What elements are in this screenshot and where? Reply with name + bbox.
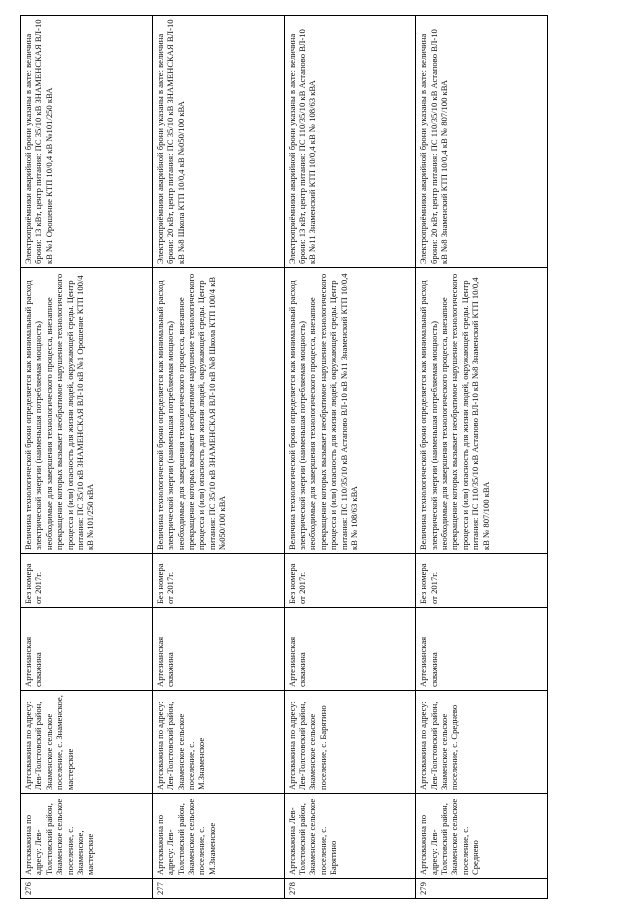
table-row [416,16,548,899]
row-number: 278 [284,879,416,899]
object-type: Артезианская скважина [21,608,153,691]
object-name: Артскважина Лев-Толстовский район, Знаменское сельское поселение, с. Барятино [284,794,416,879]
document-ref: Без номера от 2017г. [21,554,153,608]
object-address: Артскважина по адресу: Лев-Толстовский район, Знаменское сельское поселение, с. М.Знаменское [152,691,284,794]
object-address: Артскважина по адресу: Лев-Толстовский район, Знаменское сельское поселение, с. Знаменское, мастерские [21,691,153,794]
table-row [21,16,153,899]
object-type: Артезианская скважина [416,608,548,691]
justification-text: Величина технологической брони определяется как минимальный расход электрической энергии (наименьшая потребляемая мощность) необходимые для завершения технологического процесса, внезапное прекращение которых вызывает необратимое нарушение технологического процесса и (или) опасность для жизни людей, окружающей среды. Центр питания: ПС 110/35/10 кВ Астапово ВЛ-10 кВ №11 Знаменский КТП 10/0,4 кВ № 108/63 кВА [284,268,416,554]
note-text: Электроприёмники аварийной брони указаны в акте: величина брони: 13 кВт, центр питания: ПС 35/10 кВ ЗНАМЕНСКАЯ ВЛ-10 кВ №1 Орошение КТП 10/0,4 кВ №101/250 кВА [21,16,153,268]
row-number: 279 [416,879,548,899]
row-number: 277 [152,879,284,899]
justification-text: Величина технологической брони определяется как минимальный расход электрической энергии (наименьшая потребляемая мощность) необходимые для завершения технологического процесса, внезапное прекращение которых вызывает необратимое нарушение технологического процесса и (или) опасность для жизни людей, окружающей среды. Центр питания: ПС 35/10 кВ ЗНАМЕНСКАЯ ВЛ-10 кВ №1 Орошение КТП 100/4 кВ №101/250 кВА [21,268,153,554]
note-text: Электроприёмники аварийной брони указаны в акте: величина брони: 20 кВт, центр питания: ПС 35/10 кВ ЗНАМЕНСКАЯ ВЛ-10 кВ №8 Школа КТП 10/0,4 кВ №050/100 кВА [152,16,284,268]
rotated-table-container [20,16,548,899]
document-ref: Без номера от 2017г. [152,554,284,608]
object-name: Артскважина по адресу: Лев-Толстовский район, Знаменское сельское поселение, с. М.Знаменское [152,794,284,879]
object-address: Артскважина по адресу: Лев-Толстовский район, Знаменское сельское поселение, с. Барятино [284,691,416,794]
object-type: Артезианская скважина [284,608,416,691]
document-ref: Без номера от 2017г. [284,554,416,608]
document-ref: Без номера от 2017г. [416,554,548,608]
note-text: Электроприёмники аварийной брони указаны в акте: величина брони: 20 кВт, центр питания: ПС 110/35/10 кВ Астапово ВЛ-10 кВ №8 Знаменский КТП 10/0,4 кВ № 807/100 кВА [416,16,548,268]
justification-text: Величина технологической брони определяется как минимальный расход электрической энергии (наименьшая потребляемая мощность) необходимые для завершения технологического процесса, внезапное прекращение которых вызывает необратимое нарушение технологического процесса и (или) опасность для жизни людей, окружающей среды. Центр питания: ПС 35/10 кВ ЗНАМЕНСКАЯ ВЛ-10 кВ №8 Школа КТП 100/4 кВ №050/100 кВА [152,268,284,554]
note-text: Электроприёмники аварийной брони указаны в акте: величина брони: 13 кВт, центр питания: ПС 110/35/10 кВ Астапово ВЛ-10 кВ №11 Знаменский КТП 10/0,4 кВ № 108/63 кВА [284,16,416,268]
object-type: Артезианская скважина [152,608,284,691]
table-row [284,16,416,899]
object-name: Артскважина по адресу: Лев-Толстовский район, Знаменское сельское поселение, с. Знаменское, мастерские [21,794,153,879]
object-address: Артскважина по адресу: Лев-Толстовский район, Знаменское сельское поселение, с. Среднево [416,691,548,794]
object-name: Артскважина по адресу: Лев-Толстовский район, Знаменское сельское поселение, с. Среднево [416,794,548,879]
row-number: 276 [21,879,153,899]
objects-table [20,15,548,899]
justification-text: Величина технологической брони определяется как минимальный расход электрической энергии (наименьшая потребляемая мощность) необходимые для завершения технологического процесса, внезапное прекращение которых вызывает необратимое нарушение технологического процесса и (или) опасность для жизни людей, окружающей среды. Центр питания: ПС 110/35/10 кВ Астапово ВЛ-10 кВ №8 Знаменский КТП 10/0,4 кВ № 807/100 кВА [416,268,548,554]
table-row [152,16,284,899]
